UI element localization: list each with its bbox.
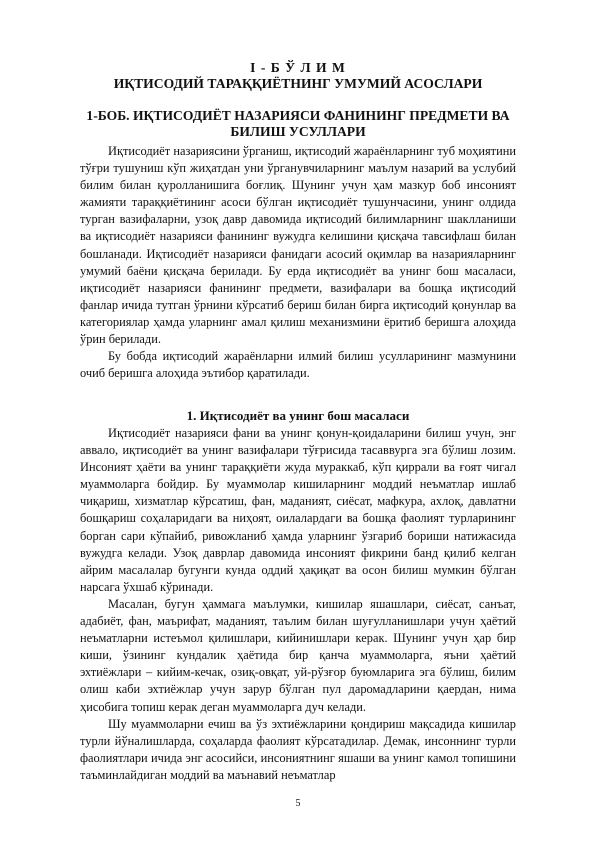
paragraph: Масалан, бугун ҳаммага маълумки, кишилар яшашлари, сиёсат, санъат, адабиёт, фан, маърифат, маданият, таълим билан шуғулланишлари учун ҳаётий неъматларни истеъмол қилишлари, кийинишлари керак. Шунинг учун ҳар бир киши, ўзининг кундалик ҳаётида бир қанча муаммоларга, яъни ҳаётий эхтиёжлари – кийим-кечак, озиқ-овқат, уй-рўзғор буюмларига эга бўлиш, билим олиш каби эхтиёжлар учун зарур бўлган пул даромадларини қаердан, нима ҳисобига топиш керак деган муаммоларга дуч келади. [80,596,516,714]
paragraph: Шу муаммоларни ечиш ва ўз эхтиёжларини қондириш мақсадида кишилар турли йўналишларда, соҳаларда фаолият кўрсатадилар. Демак, инсоннинг турли фаолиятлари ичида энг асосийси, инсониятнинг яшаши ва унинг камол топишини таъминлайдиган моддий ва маънавий неъматлар [80,716,516,782]
part-subtitle: ИҚТИСОДИЙ ТАРАҚҚИЁТНИНГ УМУМИЙ АСОСЛАРИ [113,76,483,91]
part-title: I - Б Ў Л И М [250,60,346,75]
paragraph: Бу бобда иқтисодий жараёнларни илмий билиш усулларининг мазмунини очиб беришга алоҳида эътибор қаратилади. [80,349,516,381]
chapter-title: 1-БОБ. ИҚТИСОДИЁТ НАЗАРИЯСИ ФАНИНИНГ ПРЕДМЕТИ ВА БИЛИШ УСУЛЛАРИ [86,108,510,139]
section-title: 1. Иқтисодиёт ва унинг бош масаласи [186,408,410,423]
page-number: 5 [295,798,301,809]
intro-text [80,143,516,382]
paragraph: Иқтисодиёт назариясини ўрганиш, иқтисодий жараёнларнинг туб моҳиятини тўғри тушуниш кўп жиҳатдан уни ўрганувчиларнинг маълум назарий ва услубий билим билан қуролланишига боғлиқ. Шунинг учун ҳам мазкур боб инсоният жамияти тараққиётининг асоси бўлган иқтисодиёт тушунчасини, унинг олдида турган вазифаларни, узоқ давр давомида иқтисодий билимларнинг шаклланиши ва иқтисодиёт назарияси фанининг вужудга келишини қисқача тавсифлаш билан бошланади. Иқтисодиёт назарияси фанидаги асосий оқимлар ва назарияларнинг умумий баёни қисқача берилади. Бу ерда иқтисодиёт ва унинг бош масаласи, иқтисодиёт назарияси фанининг предмети, вазифалари ва бошқа иқтисодий фанлар ичида тутган ўрнини кўрсатиб бериш билан бирга иқтисодий қонунлар ва категориялар ҳамда уларнинг амал қилиш механизмини ёритиб беришга алоҳида ўрин берилади. [80,144,516,347]
paragraph: Иқтисодиёт назарияси фани ва унинг қонун-қоидаларини билиш учун, энг аввало, иқтисодиёт ва унинг вазифалари тўғрисида тасаввурга эга бўлиш лозим. Инсоният ҳаёти ва унинг тараққиёти жуда мураккаб, кўп қиррали ва ғоят чигал муаммоларга бойдир. Бу муаммолар кишиларнинг моддий неъматлар ишлаб чиқариш, хизматлар кўрсатиш, фан, маданият, сиёсат, мафкура, ахлоқ, давлатни бошқариш соҳаларидаги ва ниҳоят, оилалардаги ва бошқа фаолият турларининг борган сари кўпайиб, ривожланиб ҳамда уларнинг ўзгариб бориши натижасида вужудга келади. Узоқ даврлар давомида инсоният фикрини банд қилиб келган айрим масалалар бугунги кунда оддий ҳақиқат ва осон билиш мумкин бўлган нарсага ўхшаб кўринади. [80,426,516,594]
section-text [80,425,516,784]
